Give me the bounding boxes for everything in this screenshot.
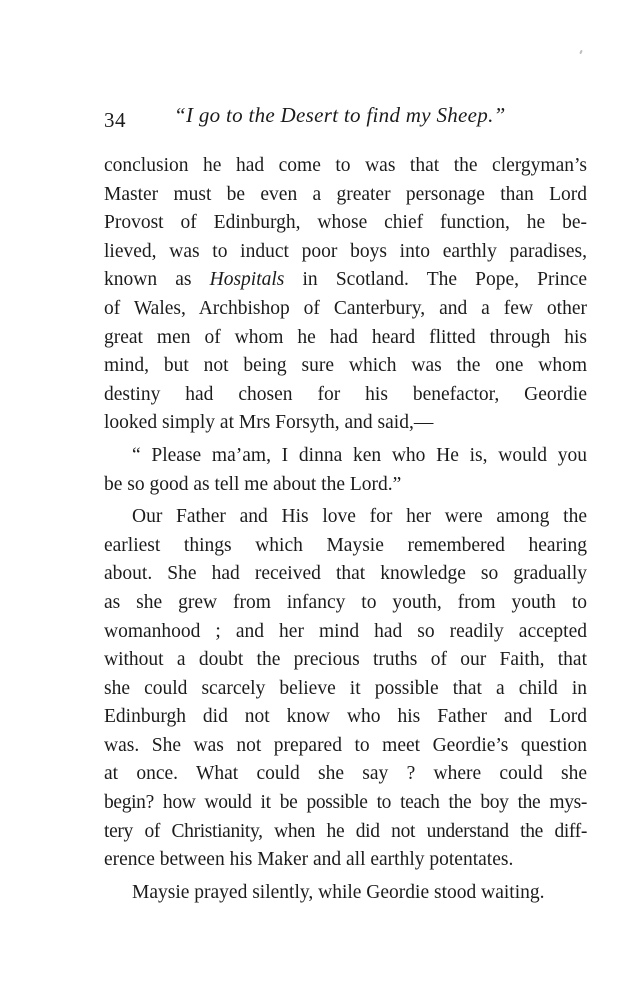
running-title: “I go to the Desert to find my Sheep.” [174,103,506,127]
text-line: of Wales, Archbishop of Canterbury, and a few other [104,297,587,319]
text-line: conclusion he had come to was that the clergyman’s [104,155,587,176]
text-line: tery of Christianity, when he did not understand the diff- [104,820,587,842]
text-line: Edinburgh did not know who his Father and Lord [104,706,587,728]
text-line [104,266,587,295]
text-line: begin? how would it be possible to teach the boy the mys- [104,792,587,814]
text-line: destiny had chosen for his benefactor, Geordie [104,383,587,405]
text-line: be so good as tell me about the Lord.” [104,473,402,495]
text-line: she could scarcely believe it possible that a child in [104,677,587,699]
text-line: at once. What could she say ? where could she [104,763,587,785]
text-line: Maysie prayed silently, while Geordie stood waiting. [132,881,545,903]
text-line: without a doubt the precious truths of our Faith, that [104,649,587,671]
italic-word-hospitals: Hospitals [209,269,285,291]
text-line: womanhood ; and her mind had so readily accepted [104,620,587,642]
text-line: Master must be even a greater personage than Lord [104,183,587,205]
text-segment: in Scotland. The Pope, Prince [284,269,587,291]
text-line: was. She was not prepared to meet Geordie’s question [104,734,587,756]
text-line: mind, but not being sure which was the one whom [104,355,587,377]
page-number: 34 [104,108,126,132]
text-line: “ Please ma’am, I dinna ken who He is, would you [132,444,587,466]
text-line: Our Father and His love for her were among the [132,506,587,528]
paragraph-2 [104,442,587,499]
text-line: looked simply at Mrs Forsyth, and said,— [104,412,434,434]
text-line: Provost of Edinburgh, whose chief function, he be- [104,212,587,234]
text-line: earliest things which Maysie remembered hearing [104,534,587,556]
text-line: as she grew from infancy to youth, from youth to [104,591,587,613]
text-line: about. She had received that knowledge so gradually [104,563,587,585]
paper-speck [579,50,583,54]
paragraph-3 [104,503,587,875]
text-line: great men of whom he had heard flitted through his [104,326,587,348]
running-head [104,98,584,132]
body-text [104,152,587,911]
text-segment: known as [104,269,210,291]
text-line: erence between his Maker and all earthly potentates. [104,849,514,871]
paragraph-1 [104,152,587,438]
text-line: lieved, was to induct poor boys into earthly paradises, [104,240,587,262]
paragraph-4 [104,879,587,908]
